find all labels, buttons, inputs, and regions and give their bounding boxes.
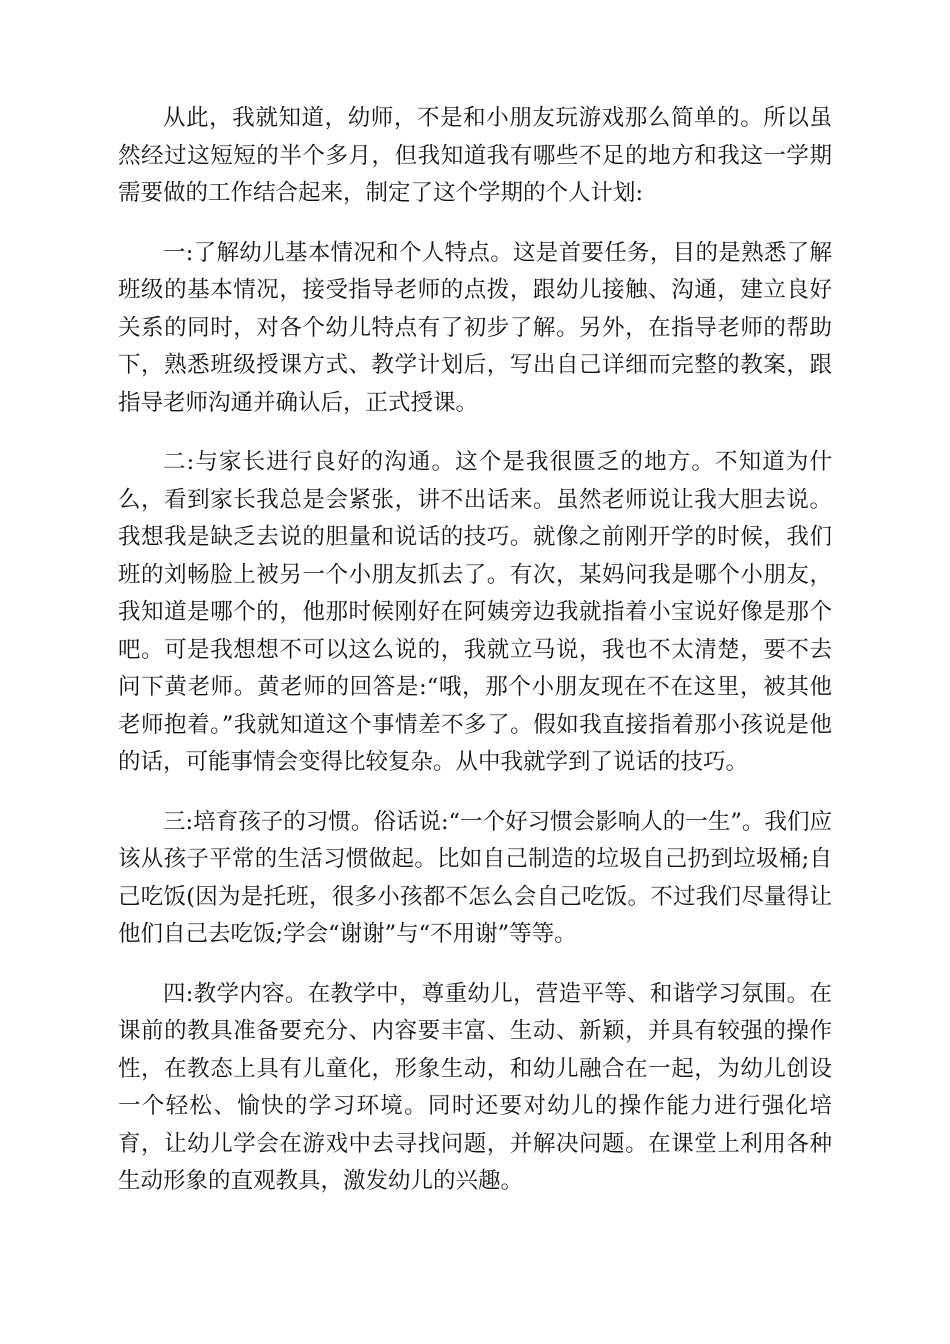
paragraph-point-2: 二:与家长进行良好的沟通。这个是我很匮乏的地方。不知道为什么，看到家长我总是会紧张，讲不出话来。虽然老师说让我大胆去说。我想我是缺乏去说的胆量和说话的技巧。就像之前刚开学的时候，我们班的刘畅脸上被另一个小朋友抓去了。有次，某妈问我是哪个小朋友，我知道是哪个的，他那时候刚好在阿姨旁边我就指着小宝说好像是那个吧。可是我想想不可以这么说的，我就立马说，我也不太清楚，要不去问下黄老师。黄老师的回答是:“哦，那个小朋友现在不在这里，被其他老师抱着。”我就知道这个事情差不多了。假如我直接指着那小孩说是他的话，可能事情会变得比较复杂。从中我就学到了说话的技巧。	[118, 449, 832, 775]
paragraph-point-3: 三:培育孩子的习惯。俗话说:“一个好习惯会影响人的一生”。我们应该从孩子平常的生活习惯做起。比如自己制造的垃圾自己扔到垃圾桶;自己吃饭(因为是托班，很多小孩都不怎么会自己吃饭。不过我们尽量得让他们自己去吃饭;学会“谢谢”与“不用谢”等等。	[118, 808, 832, 947]
paragraph-point-1: 一:了解幼儿基本情况和个人特点。这是首要任务，目的是熟悉了解班级的基本情况，接受指导老师的点拨，跟幼儿接触、沟通，建立良好关系的同时，对各个幼儿特点有了初步了解。另外，在指导老师的帮助下，熟悉班级授课方式、教学计划后，写出自己详细而完整的教案，跟指导老师沟通并确认后，正式授课。	[118, 239, 832, 416]
paragraph-point-4: 四:教学内容。在教学中，尊重幼儿，营造平等、和谐学习氛围。在课前的教具准备要充分、内容要丰富、生动、新颖，并具有较强的操作性，在教态上具有儿童化，形象生动，和幼儿融合在一起，为幼儿创设一个轻松、愉快的学习环境。同时还要对幼儿的操作能力进行强化培育，让幼儿学会在游戏中去寻找问题，并解决问题。在课堂上利用各种生动形象的直观教具，激发幼儿的兴趣。	[118, 980, 832, 1194]
paragraph-intro: 从此，我就知道，幼师，不是和小朋友玩游戏那么简单的。所以虽然经过这短短的半个多月，但我知道我有哪些不足的地方和我这一学期需要做的工作结合起来，制定了这个学期的个人计划:	[118, 105, 832, 206]
